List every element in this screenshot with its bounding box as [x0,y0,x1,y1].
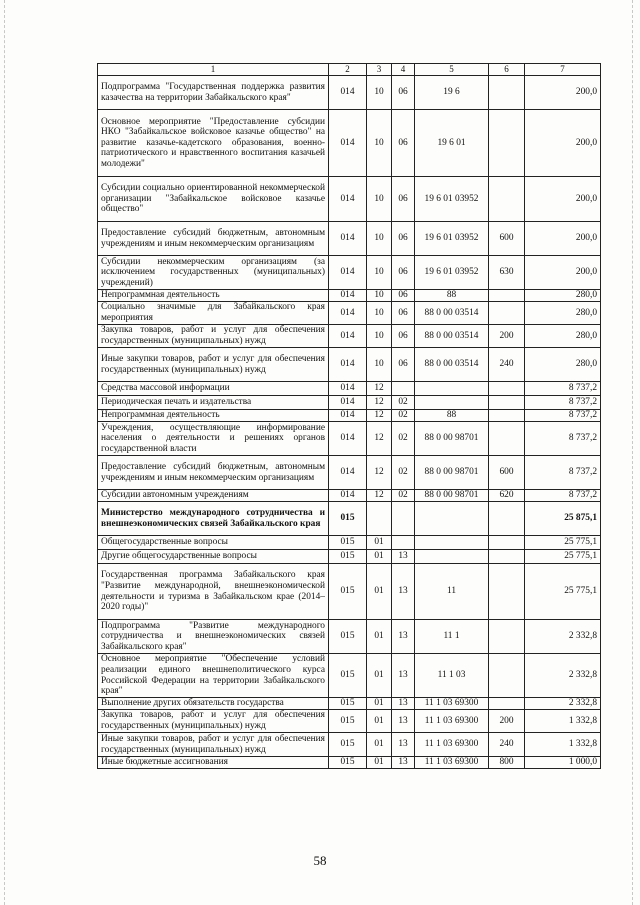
row-name: Подпрограмма "Государственная поддержка развития казачества на территории Забайкальского края" [98,76,329,110]
row-admin-code: 014 [329,256,367,290]
row-expense-type [489,396,525,410]
row-amount: 25 775,1 [525,550,601,564]
row-amount: 2 332,8 [525,698,601,710]
row-name: Закупка товаров, работ и услуг для обеспечения государственных (муниципальных) нужд [98,710,329,733]
table-row [98,550,601,564]
row-target-article [415,550,489,564]
table-row [98,620,601,654]
row-target-article: 11 1 03 [415,654,489,698]
budget-table [97,63,601,769]
row-target-article [415,396,489,410]
row-admin-code: 015 [329,710,367,733]
row-section: 10 [367,302,392,325]
row-subsection: 13 [392,733,415,757]
row-name: Предоставление субсидий бюджетным, автономным учреждениям и иным некоммерческим организациям [98,222,329,256]
row-section [367,502,392,536]
row-expense-type [489,654,525,698]
row-target-article: 11 1 03 69300 [415,757,489,769]
row-admin-code: 015 [329,502,367,536]
row-admin-code: 015 [329,564,367,620]
row-subsection: 13 [392,757,415,769]
row-amount: 25 775,1 [525,536,601,550]
row-subsection: 06 [392,325,415,348]
scan-edge-right [632,0,634,905]
row-expense-type [489,698,525,710]
header-cell-2: 2 [329,64,367,76]
row-amount: 2 332,8 [525,654,601,698]
table-row [98,698,601,710]
row-name: Иные закупки товаров, работ и услуг для обеспечения государственных (муниципальных) нужд [98,348,329,382]
row-target-article: 11 [415,564,489,620]
row-amount: 1 332,8 [525,710,601,733]
row-subsection: 06 [392,348,415,382]
row-name: Субсидии автономным учреждениям [98,490,329,502]
row-target-article: 88 [415,410,489,422]
row-amount: 200,0 [525,177,601,222]
header-cell-7: 7 [525,64,601,76]
row-amount: 8 737,2 [525,456,601,490]
row-section: 12 [367,490,392,502]
row-target-article [415,536,489,550]
row-section: 12 [367,382,392,396]
row-admin-code: 015 [329,620,367,654]
row-subsection: 06 [392,110,415,177]
row-expense-type: 600 [489,222,525,256]
row-amount: 8 737,2 [525,410,601,422]
row-expense-type [489,177,525,222]
row-name: Другие общегосударственные вопросы [98,550,329,564]
table-row [98,302,601,325]
row-expense-type: 240 [489,733,525,757]
row-subsection: 02 [392,396,415,410]
row-subsection: 06 [392,222,415,256]
row-target-article: 88 0 00 03514 [415,325,489,348]
row-section: 10 [367,290,392,302]
row-admin-code: 014 [329,382,367,396]
row-name: Государственная программа Забайкальского края "Развитие международной, внешнеэкономической деятельности и туризма в Забайкальском крае (2014–2020 годы)" [98,564,329,620]
row-subsection: 06 [392,290,415,302]
table-row [98,564,601,620]
row-name: Средства массовой информации [98,382,329,396]
row-section: 10 [367,76,392,110]
row-subsection: 13 [392,698,415,710]
row-amount: 1 332,8 [525,733,601,757]
row-amount: 280,0 [525,348,601,382]
table-row [98,382,601,396]
row-expense-type [489,502,525,536]
row-admin-code: 015 [329,757,367,769]
row-admin-code: 014 [329,76,367,110]
row-section: 12 [367,410,392,422]
table-row [98,456,601,490]
row-admin-code: 014 [329,325,367,348]
row-admin-code: 015 [329,698,367,710]
row-expense-type [489,550,525,564]
row-amount: 8 737,2 [525,422,601,456]
scan-edge-left [4,0,6,905]
row-admin-code: 015 [329,536,367,550]
table-row [98,654,601,698]
row-amount: 2 332,8 [525,620,601,654]
row-amount: 8 737,2 [525,396,601,410]
row-section: 10 [367,222,392,256]
table-row [98,733,601,757]
row-admin-code: 014 [329,222,367,256]
row-admin-code: 014 [329,422,367,456]
row-subsection: 02 [392,456,415,490]
row-expense-type [489,620,525,654]
row-amount: 200,0 [525,256,601,290]
row-target-article: 19 6 [415,76,489,110]
row-name: Министерство международного сотрудничества и внешнеэкономических связей Забайкальского края [98,502,329,536]
row-expense-type: 200 [489,710,525,733]
table-body [98,76,601,769]
header-cell-5: 5 [415,64,489,76]
row-amount: 200,0 [525,222,601,256]
row-admin-code: 014 [329,410,367,422]
row-amount: 25 775,1 [525,564,601,620]
header-cell-4: 4 [392,64,415,76]
row-section: 12 [367,456,392,490]
table-row [98,76,601,110]
row-name: Учреждения, осуществляющие информирование населения о деятельности и решениях органов государственной власти [98,422,329,456]
row-expense-type [489,290,525,302]
row-subsection: 02 [392,422,415,456]
header-row [98,64,601,76]
row-section: 10 [367,348,392,382]
row-subsection [392,536,415,550]
row-name: Основное мероприятие "Обеспечение условий реализации единого внешнеполитического курса Российской Федерации на территории Забайкальского края" [98,654,329,698]
row-subsection: 02 [392,490,415,502]
row-name: Иные бюджетные ассигнования [98,757,329,769]
row-expense-type [489,564,525,620]
table-row [98,325,601,348]
row-subsection: 13 [392,710,415,733]
row-amount: 8 737,2 [525,382,601,396]
row-section: 01 [367,620,392,654]
row-target-article: 11 1 [415,620,489,654]
row-amount: 1 000,0 [525,757,601,769]
row-subsection: 13 [392,564,415,620]
row-amount: 280,0 [525,325,601,348]
row-expense-type: 200 [489,325,525,348]
row-expense-type: 600 [489,456,525,490]
header-cell-6: 6 [489,64,525,76]
row-name: Выполнение других обязательств государства [98,698,329,710]
row-section: 01 [367,654,392,698]
row-expense-type [489,382,525,396]
row-amount: 200,0 [525,110,601,177]
row-admin-code: 014 [329,110,367,177]
table-row [98,290,601,302]
row-target-article: 88 0 00 03514 [415,302,489,325]
row-name: Общегосударственные вопросы [98,536,329,550]
row-name: Непрограммная деятельность [98,410,329,422]
row-target-article: 19 6 01 03952 [415,177,489,222]
row-section: 01 [367,564,392,620]
row-subsection [392,382,415,396]
table-row [98,502,601,536]
row-section: 10 [367,110,392,177]
row-subsection: 13 [392,550,415,564]
row-target-article: 88 0 00 98701 [415,422,489,456]
row-expense-type [489,110,525,177]
row-amount: 8 737,2 [525,490,601,502]
table-row [98,177,601,222]
row-target-article: 88 0 00 98701 [415,456,489,490]
table-row [98,348,601,382]
table-row [98,710,601,733]
row-section: 10 [367,177,392,222]
row-subsection: 06 [392,177,415,222]
row-subsection: 02 [392,410,415,422]
row-name: Периодическая печать и издательства [98,396,329,410]
row-name: Закупка товаров, работ и услуг для обеспечения государственных (муниципальных) нужд [98,325,329,348]
row-expense-type [489,302,525,325]
row-admin-code: 014 [329,290,367,302]
row-admin-code: 014 [329,348,367,382]
row-subsection: 13 [392,620,415,654]
row-expense-type: 800 [489,757,525,769]
row-subsection: 06 [392,76,415,110]
table-row [98,396,601,410]
page-number: 58 [313,853,327,868]
row-amount: 25 875,1 [525,502,601,536]
row-expense-type [489,410,525,422]
row-expense-type [489,422,525,456]
row-target-article: 88 0 00 03514 [415,348,489,382]
row-target-article: 19 6 01 [415,110,489,177]
row-subsection [392,502,415,536]
row-target-article: 19 6 01 03952 [415,222,489,256]
row-name: Основное мероприятие "Предоставление субсидии НКО "Забайкальское войсковое казачье общество" на развитие казачье-кадетского образования, военно-патриотического и нравственного воспитания казачьей молодежи" [98,110,329,177]
table-row [98,490,601,502]
row-expense-type: 620 [489,490,525,502]
table-row [98,256,601,290]
row-section: 01 [367,757,392,769]
header-cell-3: 3 [367,64,392,76]
row-subsection: 13 [392,654,415,698]
row-admin-code: 014 [329,177,367,222]
row-target-article: 19 6 01 03952 [415,256,489,290]
row-name: Предоставление субсидий бюджетным, автономным учреждениям и иным некоммерческим организациям [98,456,329,490]
row-admin-code: 015 [329,733,367,757]
row-expense-type [489,536,525,550]
row-target-article: 88 0 00 98701 [415,490,489,502]
row-admin-code: 014 [329,490,367,502]
row-name: Социально значимые для Забайкальского края мероприятия [98,302,329,325]
row-expense-type: 240 [489,348,525,382]
row-section: 01 [367,536,392,550]
row-expense-type [489,76,525,110]
table-row [98,410,601,422]
row-target-article [415,502,489,536]
table-row [98,422,601,456]
row-section: 01 [367,550,392,564]
row-admin-code: 015 [329,550,367,564]
row-section: 01 [367,733,392,757]
row-amount: 200,0 [525,76,601,110]
row-target-article: 11 1 03 69300 [415,733,489,757]
row-admin-code: 015 [329,654,367,698]
row-section: 12 [367,396,392,410]
row-admin-code: 014 [329,456,367,490]
row-name: Непрограммная деятельность [98,290,329,302]
table-row [98,757,601,769]
row-name: Подпрограмма "Развитие международного сотрудничества и внешнеэкономических связей Забайкальского края" [98,620,329,654]
row-expense-type: 630 [489,256,525,290]
header-cell-1: 1 [98,64,329,76]
row-target-article: 88 [415,290,489,302]
row-target-article: 11 1 03 69300 [415,710,489,733]
row-name: Субсидии социально ориентированной некоммерческой организации "Забайкальское войсковое казачье общество" [98,177,329,222]
row-subsection: 06 [392,302,415,325]
row-section: 10 [367,256,392,290]
row-section: 12 [367,422,392,456]
row-name: Иные закупки товаров, работ и услуг для обеспечения государственных (муниципальных) нужд [98,733,329,757]
row-admin-code: 014 [329,396,367,410]
row-target-article: 11 1 03 69300 [415,698,489,710]
row-target-article [415,382,489,396]
row-name: Субсидии некоммерческим организациям (за исключением государственных (муниципальных) учреждений) [98,256,329,290]
row-subsection: 06 [392,256,415,290]
row-admin-code: 014 [329,302,367,325]
row-amount: 280,0 [525,302,601,325]
row-section: 01 [367,710,392,733]
row-amount: 280,0 [525,290,601,302]
row-section: 10 [367,325,392,348]
table-row [98,110,601,177]
row-section: 01 [367,698,392,710]
table-row [98,536,601,550]
table-row [98,222,601,256]
